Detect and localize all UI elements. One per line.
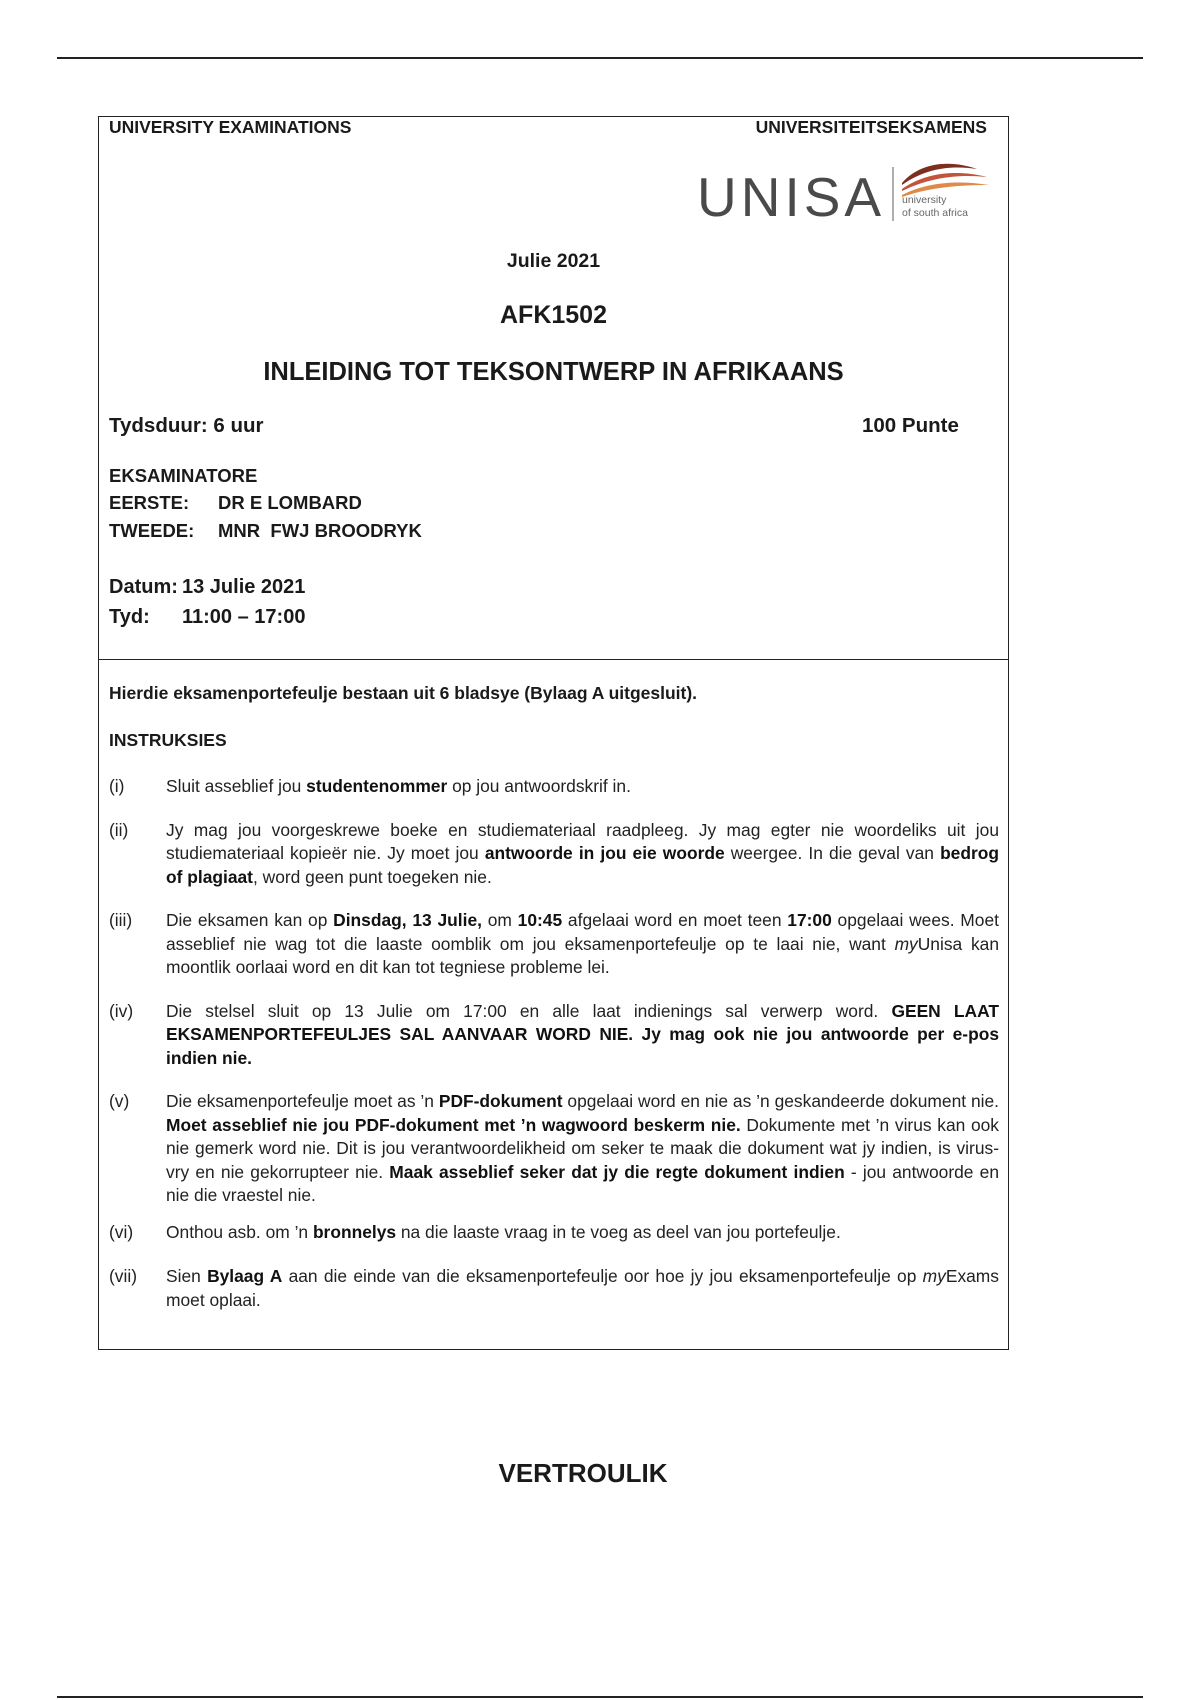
instruction-text: Die eksamen kan op Dinsdag, 13 Julie, om 10:45 afgelaai word en moet teen 17:00 opgelaai wees. Moet asseblief nie wag tot die laaste oomblik om jou eksamenportefeulje op te laai nie, want myUnisa kan moontlik oorlaai word en dit kan tot tegniese probleme lei.	[166, 910, 999, 977]
confidential-label: VERTROULIK	[498, 1458, 668, 1488]
portfolio-note: Hierdie eksamenportefeulje bestaan uit 6 bladsye (Bylaag A uitgesluit).	[109, 683, 698, 703]
second-examiner-label: TWEEDE:	[109, 520, 195, 541]
bottom-rule	[57, 1696, 1143, 1698]
date-label: Datum:	[109, 576, 178, 598]
unisa-logo	[697, 155, 992, 225]
university-examinations-label: UNIVERSITY EXAMINATIONS	[109, 117, 352, 137]
instruction-item	[109, 819, 999, 890]
instruction-number: (i)	[109, 776, 125, 796]
logo-tagline-2: of south africa	[902, 207, 968, 219]
total-marks: 100 Punte	[862, 414, 959, 437]
time-value: 11:00 – 17:00	[182, 606, 306, 628]
instruction-item	[109, 909, 999, 980]
first-examiner-name: DR E LOMBARD	[218, 492, 362, 513]
date-value: 13 Julie 2021	[182, 576, 306, 598]
instruction-number: (ii)	[109, 819, 129, 840]
exam-code: AFK1502	[500, 301, 607, 329]
instruction-text: Sluit asseblief jou studentenommer op jou antwoordskrif in.	[166, 776, 631, 796]
top-rule	[57, 57, 1143, 59]
instruction-item	[109, 1221, 999, 1245]
instruction-number: (vi)	[109, 1221, 134, 1242]
instruction-item	[109, 775, 999, 799]
instruction-text: Die stelsel sluit op 13 Julie om 17:00 en alle laat indienings sal verwerp word. GEEN LAAT EKSAMENPORTEFEULJES SAL AANVAAR WORD NIE. Jy mag ook nie jou antwoorde per e-pos indien nie.	[166, 1000, 999, 1068]
instruction-text: Onthou asb. om ’n bronnelys na die laaste vraag in te voeg as deel van jou portefeulje.	[166, 1221, 841, 1242]
instruction-number: (iii)	[109, 910, 133, 930]
section-divider	[99, 659, 1008, 660]
instruction-item	[109, 1000, 999, 1071]
instruction-text: Die eksamenportefeulje moet as ’n PDF-dokument opgelaai word en nie as ’n geskandeerde dokument nie. Moet asseblief nie jou PDF-dokument met ’n wagwoord beskerm nie. Dokumente met ’n virus kan ook nie gemerk word nie. Dit is jou verantwoordelikheid om seker te maak die dokument wat jy indien, is virus-vry en nie gekorrupteer nie. Maak asseblief seker dat jy die regte dokument indien - jou antwoorde en nie die vraestel nie.	[166, 1091, 999, 1205]
first-examiner-label: EERSTE:	[109, 492, 190, 513]
universiteitseksamens-label: UNIVERSITEITSEKSAMENS	[755, 117, 987, 137]
time-label: Tyd:	[109, 606, 150, 628]
instructions-list	[109, 775, 999, 1312]
exam-month: Julie 2021	[506, 250, 601, 272]
examiners-heading: EKSAMINATORE	[109, 465, 258, 486]
instruction-number: (iv)	[109, 1000, 134, 1021]
second-examiner-name: MNR FWJ BROODRYK	[218, 520, 422, 541]
exam-cover-frame	[98, 116, 1009, 1350]
instruction-text: Jy mag jou voorgeskrewe boeke en studiemateriaal raadpleeg. Jy mag egter nie woordeliks uit jou studiemateriaal kopieër nie. Jy moet jou antwoorde in jou eie woorde weergee. In die geval van bedrog of plagiaat, word geen punt toegeken nie.	[166, 819, 999, 887]
duration: Tydsduur: 6 uur	[109, 414, 264, 437]
logo-tagline-1: university	[902, 194, 947, 206]
unisa-wordmark: UNISA	[697, 166, 886, 225]
instruction-number: (v)	[109, 1091, 130, 1111]
instruction-number: (vii)	[109, 1266, 138, 1286]
instruction-text: Sien Bylaag A aan die einde van die eksamenportefeulje oor hoe jy jou eksamenportefeulje op myExams moet oplaai.	[166, 1266, 999, 1310]
instruction-item	[109, 1265, 999, 1312]
instructions-heading: INSTRUKSIES	[109, 730, 227, 750]
instruction-item	[109, 1090, 999, 1208]
exam-title: INLEIDING TOT TEKSONTWERP IN AFRIKAANS	[263, 358, 844, 386]
